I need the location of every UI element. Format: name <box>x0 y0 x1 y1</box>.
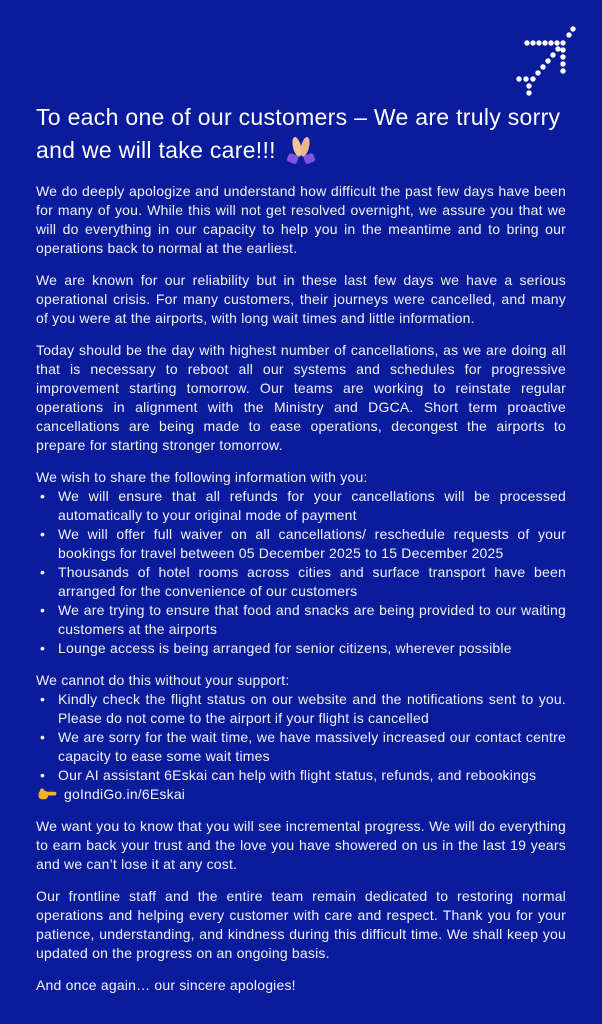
chatbot-link[interactable]: goIndiGo.in/6Eskai <box>64 786 186 802</box>
section-header: We wish to share the following information with you: <box>36 469 368 485</box>
bullet-text: Lounge access is being arranged for senior citizens, wherever possible <box>58 640 512 656</box>
paragraph-cancellations: Today should be the day with highest number of cancellations, as we are doing all that is necessary to reboot all our systems and schedules for progressive improvement starting tomorrow. Our teams are working to reinstate regular operations in alignment with the Ministry and DGCA. Short term proactive cancellations are being made to ease operations, decongest the airports to prepare for starting stronger tomorrow. <box>36 342 566 453</box>
bullet-item <box>36 690 566 728</box>
bullet-item <box>36 601 566 639</box>
paragraph-frontline: Our frontline staff and the entire team remain dedicated to restoring normal operations and helping every customer with care and respect. Thank you for your patience, understanding, and kindness during this difficult time. We shall keep you updated on the progress on an ongoing basis. <box>36 888 566 961</box>
chatbot-link-line <box>36 785 566 804</box>
bullet-marker: • <box>40 640 46 656</box>
bullet-item <box>36 563 566 601</box>
bullet-marker: • <box>40 691 46 707</box>
indigo-aircraft-logo-icon <box>507 22 587 102</box>
bullet-text: We will ensure that all refunds for your cancellations will be processed automatically to your original mode of payment <box>58 488 566 523</box>
bullet-text: We are sorry for the wait time, we have massively increased our contact centre capacity to ease some wait times <box>58 729 566 764</box>
bullet-item <box>36 525 566 563</box>
bullet-marker: • <box>40 488 46 504</box>
page-title <box>36 101 566 167</box>
bullet-text: Thousands of hotel rooms across cities and surface transport have been arranged for the convenience of our customers <box>58 564 566 599</box>
section-header: We cannot do this without your support: <box>36 672 290 688</box>
bullet-item <box>36 728 566 766</box>
bullet-marker: • <box>40 564 46 580</box>
bullet-text: We are trying to ensure that food and snacks are being provided to our waiting customers at the airports <box>58 602 566 637</box>
section-support <box>36 671 566 785</box>
bullet-item <box>36 487 566 525</box>
bullet-marker: • <box>40 729 46 745</box>
paragraph-trust: We want you to know that you will see incremental progress. We will do everything to earn back your trust and the love you have showered on us in the last 19 years and we can’t lose it at any cost. <box>36 818 566 872</box>
bullet-item <box>36 639 566 658</box>
title-text: To each one of our customers – We are truly sorry and we will take care!!! <box>36 104 561 163</box>
pointing-right-emoji <box>38 787 57 803</box>
bullet-marker: • <box>40 526 46 542</box>
paragraph-apology: We do deeply apologize and understand how difficult the past few days have been for many of you. While this will not get resolved overnight, we assure you that we will do everything in our capacity to help you in the meantime and to bring our operations back to normal at the earliest. <box>36 183 566 256</box>
bullet-marker: • <box>40 602 46 618</box>
bullet-marker: • <box>40 767 46 783</box>
sign-off: And once again… our sincere apologies! <box>36 977 296 993</box>
folded-hands-emoji <box>284 134 318 166</box>
bullet-text: Kindly check the flight status on our website and the notifications sent to you. Please do not come to the airport if your flight is cancelled <box>58 691 566 726</box>
bullet-item <box>36 766 566 785</box>
paragraph-crisis: We are known for our reliability but in these last few days we have a serious operational crisis. For many customers, their journeys were cancelled, and many of you were at the airports, with long wait times and little information. <box>36 272 566 326</box>
bullet-text: Our AI assistant 6Eskai can help with flight status, refunds, and rebookings <box>58 767 537 783</box>
section-information <box>36 468 566 658</box>
bullet-text: We will offer full waiver on all cancellations/ reschedule requests of your bookings for travel between 05 December 2025 to 15 December 2025 <box>58 526 566 561</box>
